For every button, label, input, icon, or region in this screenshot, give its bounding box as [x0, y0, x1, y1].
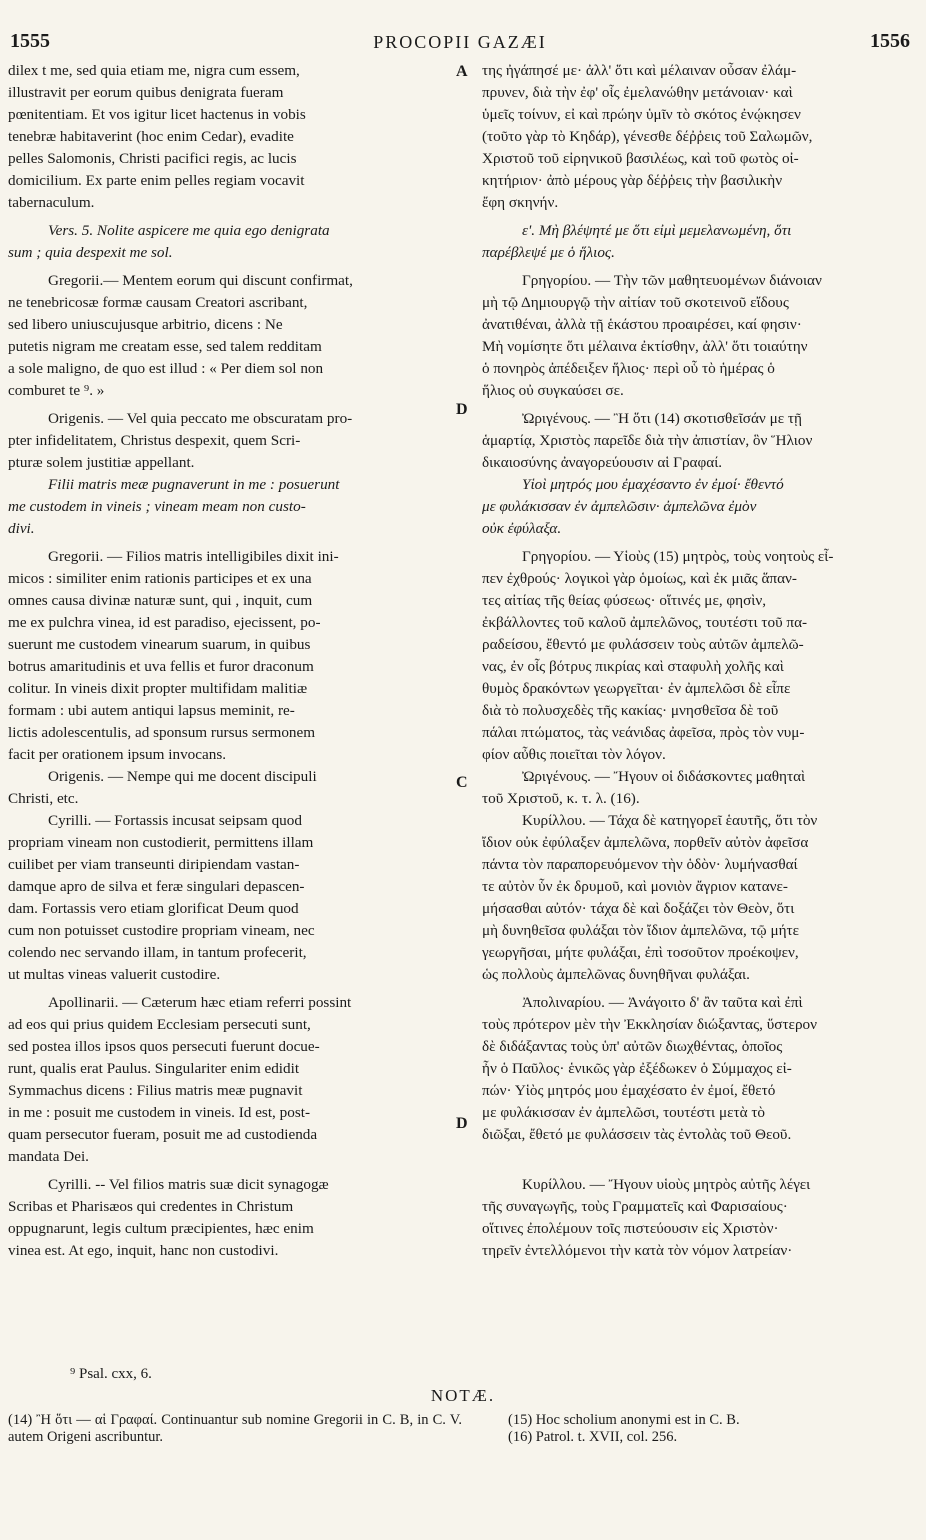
- text-line: pelles Salomonis, Christi pacifici regis, ac lucis: [8, 150, 297, 167]
- text-line: Μὴ νομίσητε ὅτι μέλαινα ἐκτίσθην, ἀλλ' ὅτι τοιαύτην: [482, 338, 808, 355]
- text-line: διὰ τὸ πολυσχεδὲς τῆς κακίας· μνησθεῖσα δὲ τοῦ: [482, 702, 779, 719]
- text-line: micos : similiter enim rationis participes et ex una: [8, 570, 312, 587]
- text-line: Ὠριγένους. — Ἢ ὅτι (14) σκοτισθεῖσάν με τῇ: [522, 410, 802, 427]
- text-line: τε αὐτὸν ὗν ἐκ δρυμοῦ, καὶ μονιὸν ἄγριον κατανε-: [482, 878, 788, 895]
- text-line: comburet te ⁹. »: [8, 382, 105, 399]
- text-line: cuilibet per viam transeunti diripiendam vastan-: [8, 856, 300, 873]
- text-line: της ἠγάπησέ με· ἀλλ' ὅτι καὶ μέλαιναν οὖσαν ἐλάμ-: [482, 62, 797, 79]
- text-line: propriam vineam non custodierit, permittens illam: [8, 834, 314, 851]
- text-line: pœnitentiam. Et vos igitur licet hactenus in vobis: [8, 106, 306, 123]
- margin-letter-c: C: [456, 774, 468, 791]
- text-line: sed postea illos ipsos quos persecuti fuerunt docue-: [8, 1038, 320, 1055]
- text-line: me ex pulchra vinea, id est paradiso, ejecissent, po-: [8, 614, 321, 631]
- text-line: μήσασθαι αὐτόν· τάχα δὲ καὶ δοξάζει τὸν Θεὸν, ὅτι: [482, 900, 795, 917]
- text-line: pturæ solem justitiæ appellant.: [8, 454, 195, 471]
- text-line: ἐκβάλλοντες τοῦ καλοῦ ἀμπελῶνος, τουτέστι τοῦ πα-: [482, 614, 808, 631]
- verse-line: παρέβλεψέ με ὁ ἥλιος.: [482, 244, 615, 261]
- text-line: Cyrilli. -- Vel filios matris suæ dicit synagogæ: [48, 1176, 329, 1193]
- text-line: ὡς πολλοὺς ἀμπελῶνας δυνηθῆναι φυλάξαι.: [482, 966, 750, 983]
- text-line: πάντα τὸν παραπορευόμενον τὴν ὁδὸν· λυμήνασθαί: [482, 856, 798, 873]
- text-line: Origenis. — Nempe qui me docent discipuli: [48, 768, 317, 785]
- margin-letter-d: D: [456, 1115, 468, 1132]
- text-line: Scribas et Pharisæos qui credentes in Christum: [8, 1198, 294, 1215]
- text-line: τοῦ Χριστοῦ, κ. τ. λ. (16).: [482, 790, 640, 807]
- text-line: illustravit per eorum quibus denigrata fueram: [8, 84, 284, 101]
- text-line: Origenis. — Vel quia peccato me obscuratam pro-: [48, 410, 353, 427]
- text-line: Κυρίλλου. — Ἤγουν υἱοὺς μητρὸς αὐτῆς λέγει: [522, 1176, 811, 1193]
- text-line: Γρηγορίου. — Τὴν τῶν μαθητευομένων διάνοιαν: [522, 272, 822, 289]
- text-line: οἵτινες ἐπολέμουν τοῖς πιστεύουσιν εἰς Χριστὸν·: [482, 1220, 779, 1237]
- text-line: putetis nigram me creatam esse, sed talem redditam: [8, 338, 322, 355]
- text-line: πών· Υἱὸς μητρός μου ἐμαχέσατο ἐν ἐμοί, ἔθετό: [482, 1082, 776, 1099]
- text-line: a sole maligno, de quo est illud : « Per diem sol non: [8, 360, 324, 377]
- text-line: Apollinarii. — Cæterum hæc etiam referri possint: [48, 994, 352, 1011]
- text-line: διῶξαι, ἔθετό με φυλάσσειν τὰς ἐντολὰς τοῦ Θεοῦ.: [482, 1126, 792, 1143]
- margin-letter-a: A: [456, 63, 468, 80]
- text-line: colendo nec servando illam, in tantum profecerit,: [8, 944, 307, 961]
- text-line: Χριστοῦ τοῦ εἰρηνικοῦ βασιλέως, καὶ τοῦ φωτὸς οἰ-: [482, 150, 799, 167]
- verse-line: Υἱοὶ μητρός μου ἐμαχέσαντο ἐν ἐμοί· ἔθεντό: [522, 476, 784, 493]
- running-title: PROCOPII GAZÆI: [373, 32, 547, 52]
- text-line: cum non potuisset custodire propriam vineam, nec: [8, 922, 315, 939]
- text-line: ἁμαρτίᾳ, Χριστὸς παρεῖδε διὰ τὴν ἀπιστίαν, ὃν Ἥλιον: [482, 432, 813, 449]
- text-line: vinea est. At ego, inquit, hanc non custodivi.: [8, 1242, 279, 1259]
- text-line: νας, ἐν οἷς βότρυς πικρίας καὶ σταφυλὴ χολῆς καὶ: [482, 658, 784, 675]
- text-line: Γρηγορίου. — Υἱοὺς (15) μητρὸς, τοὺς νοητοὺς εἶ-: [522, 548, 834, 565]
- verse-line: με φυλάκισσαν ἐν ἀμπελῶσιν· ἀμπελῶνα ἐμὸν: [482, 498, 757, 515]
- verse-line: sum ; quia despexit me sol.: [8, 244, 173, 261]
- note-15: (15) Hoc scholium anonymi est in C. B.: [508, 1412, 740, 1428]
- text-line: ἦν ὁ Παῦλος· ἑνικῶς γὰρ ἐξέδωκεν ὁ Σύμμαχος εἰ-: [482, 1060, 792, 1077]
- margin-letter-d: D: [456, 401, 468, 418]
- verse-line: ε'. Μὴ βλέψητέ με ὅτι εἰμὶ μεμελανωμένη, ὅτι: [522, 222, 792, 239]
- text-line: formam : ubi autem antiqui lapsus meminit, re-: [8, 702, 295, 719]
- text-line: με φυλάκισσαν ἐν ἀμπελῶσι, τουτέστι μετὰ τὸ: [482, 1104, 766, 1121]
- verse-line: οὐκ ἐφύλαξα.: [482, 520, 562, 537]
- footnote: ⁹ Psal. cxx, 6.: [70, 1366, 152, 1382]
- text-line: pter infidelitatem, Christus despexit, quem Scri-: [8, 432, 301, 449]
- verse-line: divi.: [8, 520, 35, 537]
- text-line: oppugnarunt, legis cultum præcipientes, hæc enim: [8, 1220, 314, 1237]
- text-line: γεωργῆσαι, μήτε φυλάξαι, ἐπὶ τοσοῦτον προέκοψεν,: [482, 944, 799, 961]
- text-line: Κυρίλλου. — Τάχα δὲ κατηγορεῖ ἑαυτῆς, ὅτι τὸν: [522, 812, 818, 829]
- latin-column: [8, 60, 454, 1262]
- text-line: tabernaculum.: [8, 194, 95, 211]
- text-line: ἴδιον οὐκ ἐφύλαξεν ἀμπελῶνα, πορθεῖν αὐτὸν ἀφεῖσα: [482, 834, 809, 851]
- text-line: ραδείσου, ἔθεντό με φυλάσσειν τοὺς αὐτῶν ἀμπελῶ-: [482, 636, 804, 653]
- text-line: domicilium. Ex parte enim pelles regiam vocavit: [8, 172, 305, 189]
- verse-line: Vers. 5. Nolite aspicere me quia ego denigrata: [48, 222, 330, 239]
- text-line: ἀνατιθέναι, ἀλλὰ τῇ ἑκάστου προαιρέσει, καί φησιν·: [482, 316, 802, 333]
- text-line: ὁ πονηρὸς ἀπέδειξεν ἥλιος· περὶ οὗ τὸ ἡμέρας ὁ: [482, 360, 775, 377]
- text-line: Ἀπολιναρίου. — Ἀνάγοιτο δ' ἂν ταῦτα καὶ ἐπὶ: [522, 994, 803, 1011]
- text-line: (τοῦτο γὰρ τὸ Κηδάρ), γένεσθε δέῤῥεις τοῦ Σαλωμῶν,: [482, 128, 813, 145]
- text-line: lictis adolescentulis, ad sponsum rursus sermonem: [8, 724, 316, 741]
- notes-heading: NOTÆ.: [430, 1386, 496, 1405]
- text-line: ad eos qui prius quidem Ecclesiam persecuti sunt,: [8, 1016, 311, 1033]
- text-line: Symmachus dicens : Filius matris meæ pugnavit: [8, 1082, 303, 1099]
- text-line: ἔφη σκηνήν.: [482, 194, 559, 211]
- text-line: πεν ἐχθρούς· λογικοὶ γὰρ ὁμοίως, καὶ ἐκ μιᾶς ἅπαν-: [482, 570, 797, 587]
- text-line: tenebræ habitaverint (hoc enim Cedar), evadite: [8, 128, 294, 145]
- text-line: colitur. In vineis dixit propter multifidam malitiæ: [8, 680, 308, 697]
- notes-right: [508, 1412, 908, 1446]
- text-line: θυμὸς δρακόντων γεωργεῖται· ἐν ἀμπελῶσι δὲ εἶπε: [482, 680, 791, 697]
- page-header: [10, 30, 910, 60]
- text-line: Gregorii. — Filios matris intelligibiles dixit ini-: [48, 548, 339, 565]
- text-line: κητήριον· ἀπὸ μέρους γὰρ δέῤῥεις τὴν βασιλικὴν: [482, 172, 783, 189]
- text-line: Gregorii.— Mentem eorum qui discunt confirmat,: [48, 272, 353, 289]
- text-line: πάλαι πτώματος, τὰς νεάνιδας ἀφεῖσα, πρὸς τὸν νυμ-: [482, 724, 805, 741]
- text-line: dam. Fortassis vero etiam glorificat Deum quod: [8, 900, 299, 917]
- note-16: (16) Patrol. t. XVII, col. 256.: [508, 1429, 678, 1445]
- text-line: τῆς συναγωγῆς, τοὺς Γραμματεῖς καὶ Φαρισαίους·: [482, 1198, 788, 1215]
- text-line: suerunt me custodem vinearum suarum, in quibus: [8, 636, 311, 653]
- text-line: ut multas vineas valuerit custodire.: [8, 966, 221, 983]
- text-line: runt, qualis erat Paulus. Singulariter enim edidit: [8, 1060, 300, 1077]
- note-14: (14) Ἢ ὅτι — αἱ Γραφαί. Continuantur sub nomine Gregorii in C. B, in C. V. autem Origeni ascribuntur.: [8, 1412, 462, 1445]
- text-line: sed libero uniuscujusque arbitrio, dicens : Ne: [8, 316, 283, 333]
- text-line: botrus amaritudinis et uva fellis et furor draconum: [8, 658, 314, 675]
- text-line: τες αἰτίας τῆς θείας φύσεως· οἵτινές με, φησὶν,: [482, 592, 767, 609]
- text-line: ὑμεῖς τοίνυν, εἰ καὶ πρώην ὑμῖν τὸ σκότος ἐνῴκησεν: [482, 106, 801, 123]
- text-line: μὴ τῷ Δημιουργῷ τὴν αἰτίαν τοῦ σκοτεινοῦ εἴδους: [482, 294, 789, 311]
- text-line: damque apro de silva et feræ singulari depascen-: [8, 878, 305, 895]
- page-number-left: 1555: [10, 30, 50, 52]
- text-line: omnes causa divinæ naturæ sunt, qui , inquit, cum: [8, 592, 313, 609]
- text-line: mandata Dei.: [8, 1148, 89, 1165]
- greek-column: [482, 60, 894, 1262]
- text-line: in me : posuit me custodem in vineis. Id est, post-: [8, 1104, 311, 1121]
- text-line: Christi, etc.: [8, 790, 79, 807]
- verse-line: me custodem in vineis ; vineam meam non custo-: [8, 498, 306, 515]
- text-line: ἥλιος οὐ συγκαύσει σε.: [482, 382, 624, 399]
- text-line: τηρεῖν ἐντελλόμενοι τὴν κατὰ τὸν νόμον λατρείαν·: [482, 1242, 793, 1259]
- text-line: δὲ διδάξαντας τοὺς ὑπ' αὐτῶν διωχθέντας, ὁποῖος: [482, 1038, 783, 1055]
- text-line: Ὠριγένους. — Ἤγουν οἱ διδάσκοντες μαθηταὶ: [522, 768, 806, 785]
- text-line: φίον αὖθις ποιεῖται τὸν λόγον.: [482, 746, 666, 763]
- text-line: Cyrilli. — Fortassis incusat seipsam quod: [48, 812, 302, 829]
- text-line: δικαιοσύνης ἀναγορεύουσιν αἱ Γραφαί.: [482, 454, 723, 471]
- text-line: dilex t me, sed quia etiam me, nigra cum essem,: [8, 62, 300, 79]
- text-line: quam persecutor fueram, posuit me ad custodienda: [8, 1126, 318, 1143]
- text-line: πρυνεν, διὰ τὴν ἐφ' οἷς ἐμελανώθην μετάνοιαν· καὶ: [482, 84, 793, 101]
- page-number-right: 1556: [870, 30, 910, 52]
- verse-line: Filii matris meæ pugnaverunt in me : posuerunt: [48, 476, 340, 493]
- text-line: facit per orationem ipsum invocans.: [8, 746, 227, 763]
- text-line: τοὺς πρότερον μὲν τὴν Ἐκκλησίαν διώξαντας, ὕστερον: [482, 1016, 817, 1033]
- text-line: ne tenebricosæ formæ causam Creatori ascribant,: [8, 294, 308, 311]
- text-line: μὴ δυνηθεῖσα φυλάξαι τὸν ἴδιον ἀμπελῶνα, τῷ μήτε: [482, 922, 800, 939]
